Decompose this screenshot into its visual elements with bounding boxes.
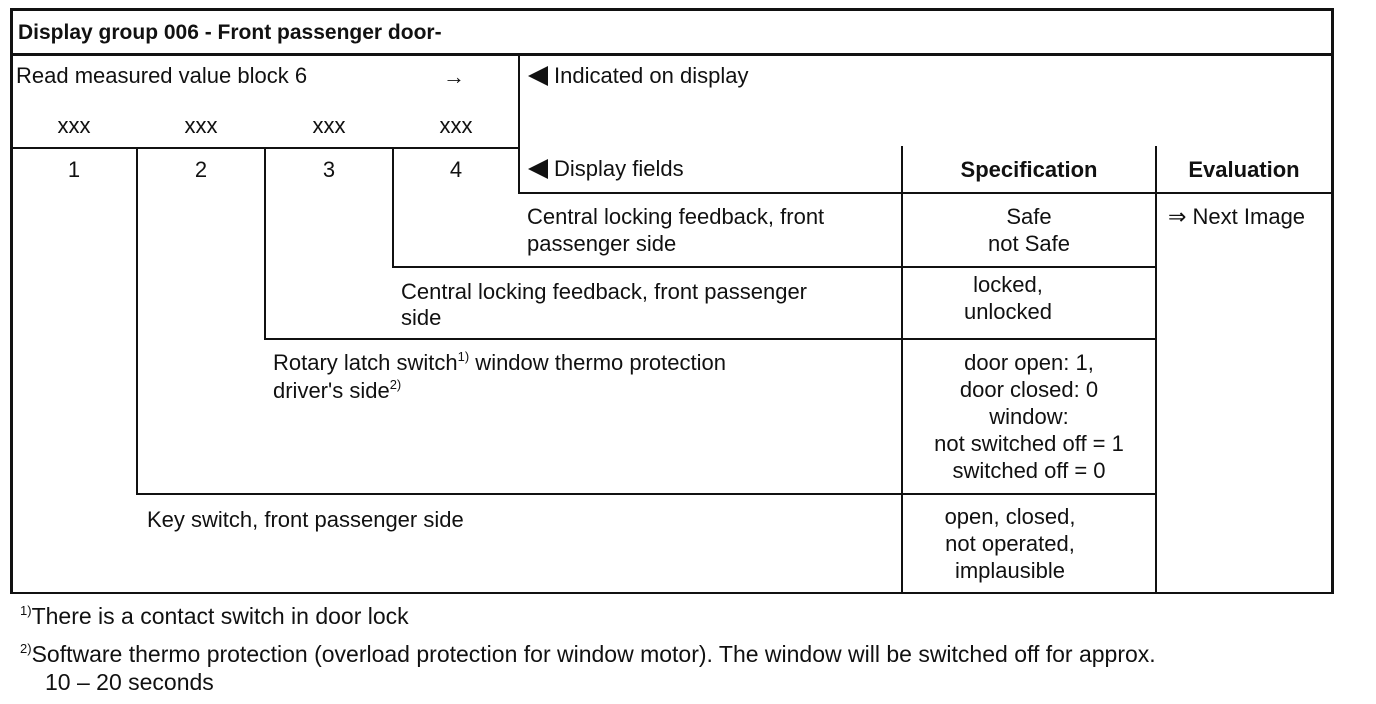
footnote-2 [20,640,1156,668]
row2-label-line2: side [401,305,442,330]
footnote-ref-1: 1) [457,349,470,364]
read-block-label: Read measured value block 6 [16,63,308,88]
field1-divider [136,149,138,495]
table-top-border [10,8,1334,11]
row3-divider [136,493,1157,495]
footnote-2-marker: 2) [20,641,32,656]
display-group-title: Display group 006 - Front passenger door- [18,21,442,44]
title-divider [10,53,1334,56]
footnote-1-text: There is a contact switch in door lock [31,603,409,629]
footnote-2-continued: 10 – 20 seconds [45,669,214,695]
table-right-border [1331,8,1334,594]
footnote-ref-2: 2) [389,377,402,392]
row1-label-line2: passenger side [527,231,677,256]
drivers-side-label: driver's side [273,378,390,403]
row4-spec-line2: not operated, [945,531,1075,556]
row2-divider [264,338,1157,340]
row3-spec-line1: door open: 1, [964,350,1094,375]
field-number-3: 3 [322,157,336,182]
specification-header: Specification [960,157,1098,182]
spec-col-right [1155,146,1157,594]
display-fields [528,155,684,182]
left-triangle-icon [528,159,548,179]
row3-label-line1 [273,349,726,376]
field-number-4: 4 [449,157,463,182]
row3-spec-line4: not switched off = 1 [934,431,1124,456]
row4-spec-line3: implausible [954,558,1066,583]
placeholder-3: xxx [312,113,346,138]
row2-spec-line2: unlocked [963,299,1053,324]
footnote-1 [20,602,409,630]
field-number-1: 1 [67,157,81,182]
table-left-border [10,8,13,594]
footnote-2-text: Software thermo protection (overload protection for window motor). The window will be switched off for approx. [31,641,1156,667]
row3-label-line2 [273,377,401,404]
row3-spec-line3: window: [989,404,1069,429]
row1-divider [392,266,1157,268]
header-bottom-right [518,192,1334,194]
display-fields-label: Display fields [554,156,684,181]
indicated-box-left [518,55,520,194]
arrow-icon: → [443,64,465,89]
evaluation-header: Evaluation [1188,157,1300,182]
row4-label: Key switch, front passenger side [147,507,464,532]
row3-spec-line2: door closed: 0 [959,377,1099,402]
placeholder-2: xxx [184,113,218,138]
row4-spec-line1: open, closed, [944,504,1076,529]
row1-spec-line2: not Safe [988,231,1070,256]
row2-spec-line1: locked, [973,272,1043,297]
placeholder-4: xxx [439,113,473,138]
next-image-link[interactable]: ⇒ Next Image [1168,204,1306,229]
indicated-on-display [528,62,748,89]
row2-label-line1: Central locking feedback, front passenger [401,279,808,304]
field-number-2: 2 [194,157,208,182]
table-bottom-border [10,592,1334,594]
row1-label-line1: Central locking feedback, front [527,204,825,229]
indicated-label: Indicated on display [554,63,749,88]
footnote-1-marker: 1) [20,603,32,618]
row1-spec-line1: Safe [1006,204,1052,229]
left-triangle-icon [528,66,548,86]
placeholder-1: xxx [57,113,91,138]
rotary-latch-label: Rotary latch switch [273,350,458,375]
window-thermo-label: window thermo protection [469,350,726,375]
row3-spec-line5: switched off = 0 [952,458,1106,483]
